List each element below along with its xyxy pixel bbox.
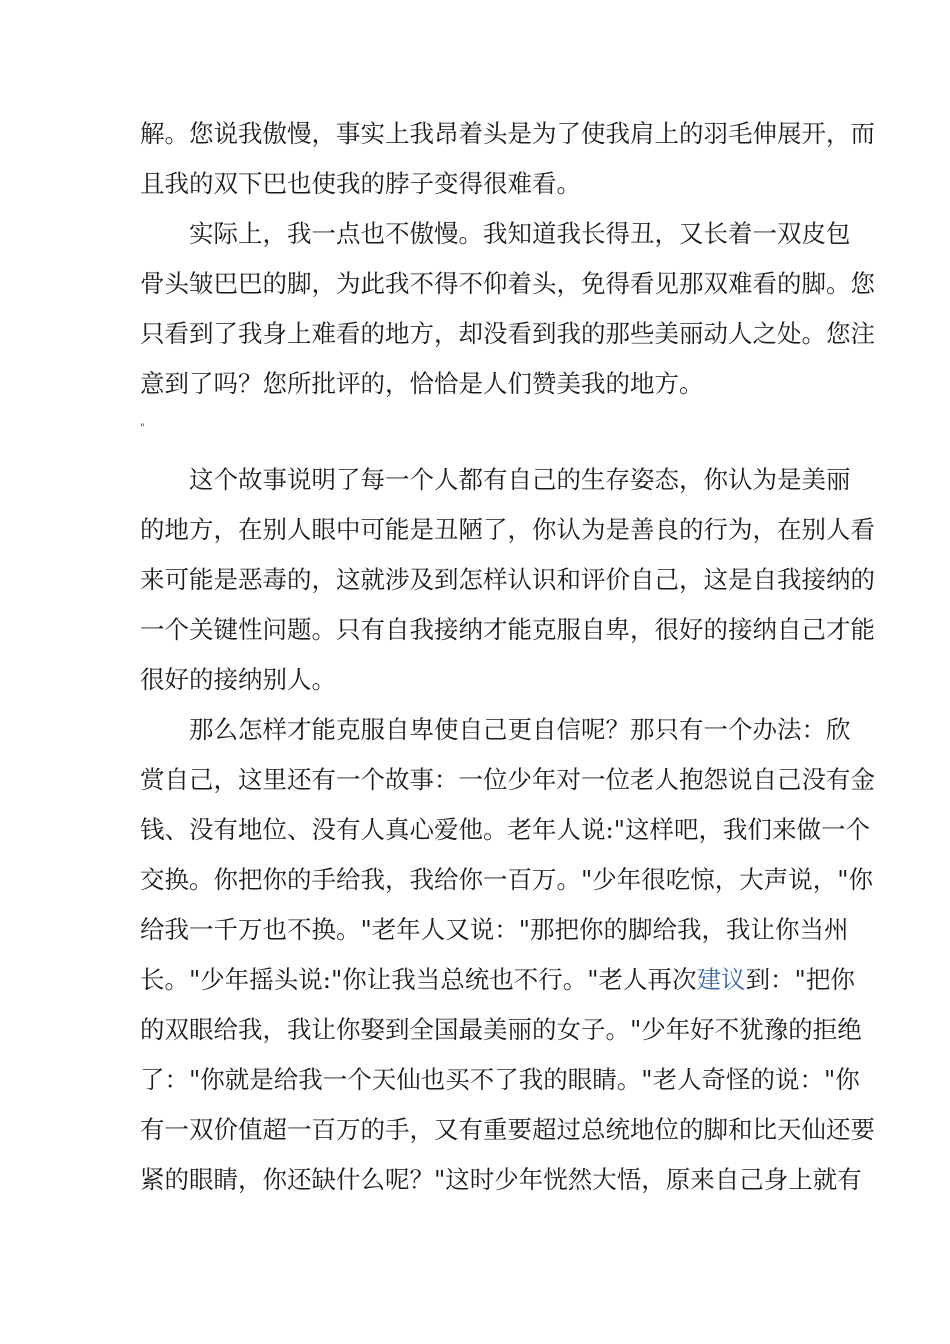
paragraph-mark: " [140, 423, 145, 434]
text-line: 很好的接纳别人。 [140, 665, 336, 694]
text-line: 解。您说我傲慢，事实上我昂着头是为了使我肩上的羽毛伸展开，而 [140, 119, 875, 148]
text-line: 来可能是恶毒的，这就涉及到怎样认识和评价自己，这是自我接纳的 [140, 565, 875, 594]
text-line: 只看到了我身上难看的地方，却没看到我的那些美丽动人之处。您注 [140, 319, 875, 348]
text-line: 给我一千万也不换。"老年人又说："那把你的脚给我，我让你当州 [140, 915, 849, 944]
text-line: 那么怎样才能克服自卑使自己更自信呢？那只有一个办法：欣 [189, 715, 851, 744]
text-line: 紧的眼睛，你还缺什么呢？"这时少年恍然大悟，原来自己身上就有 [140, 1165, 862, 1194]
text-line: 实际上，我一点也不傲慢。我知道我长得丑，又长着一双皮包 [189, 219, 851, 248]
text-line: 的双眼给我，我让你娶到全国最美丽的女子。"少年好不犹豫的拒绝 [140, 1015, 862, 1044]
text-line: 这个故事说明了每一个人都有自己的生存姿态，你认为是美丽 [189, 465, 851, 494]
text-line: 钱、没有地位、没有人真心爱他。老年人说:"这样吧，我们来做一个 [140, 815, 871, 844]
text-line: 且我的双下巴也使我的脖子变得很难看。 [140, 169, 581, 198]
text-line: 的地方，在别人眼中可能是丑陋了，你认为是善良的行为，在别人看 [140, 515, 875, 544]
text-line: 交换。你把你的手给我，我给你一百万。"少年很吃惊，大声说，"你 [140, 865, 874, 894]
text-line: 一个关键性问题。只有自我接纳才能克服自卑，很好的接纳自己才能 [140, 615, 875, 644]
text-line: 赏自己，这里还有一个故事：一位少年对一位老人抱怨说自己没有金 [140, 765, 875, 794]
text-line: 骨头皱巴巴的脚，为此我不得不仰着头，免得看见那双难看的脚。您 [140, 269, 875, 298]
text-line: 有一双价值超一百万的手，又有重要超过总统地位的脚和比天仙还要 [140, 1115, 875, 1144]
text-line-with-link [140, 964, 855, 996]
suggestion-link[interactable]: 建议 [696, 965, 746, 994]
text-segment: 长。"少年摇头说:"你让我当总统也不行。"老人再次 [140, 965, 697, 994]
text-line: 意到了吗？您所批评的，恰恰是人们赞美我的地方。 [140, 369, 704, 398]
text-line: 了："你就是给我一个天仙也买不了我的眼睛。"老人奇怪的说："你 [140, 1065, 860, 1094]
text-segment: 到："把你 [745, 965, 855, 994]
